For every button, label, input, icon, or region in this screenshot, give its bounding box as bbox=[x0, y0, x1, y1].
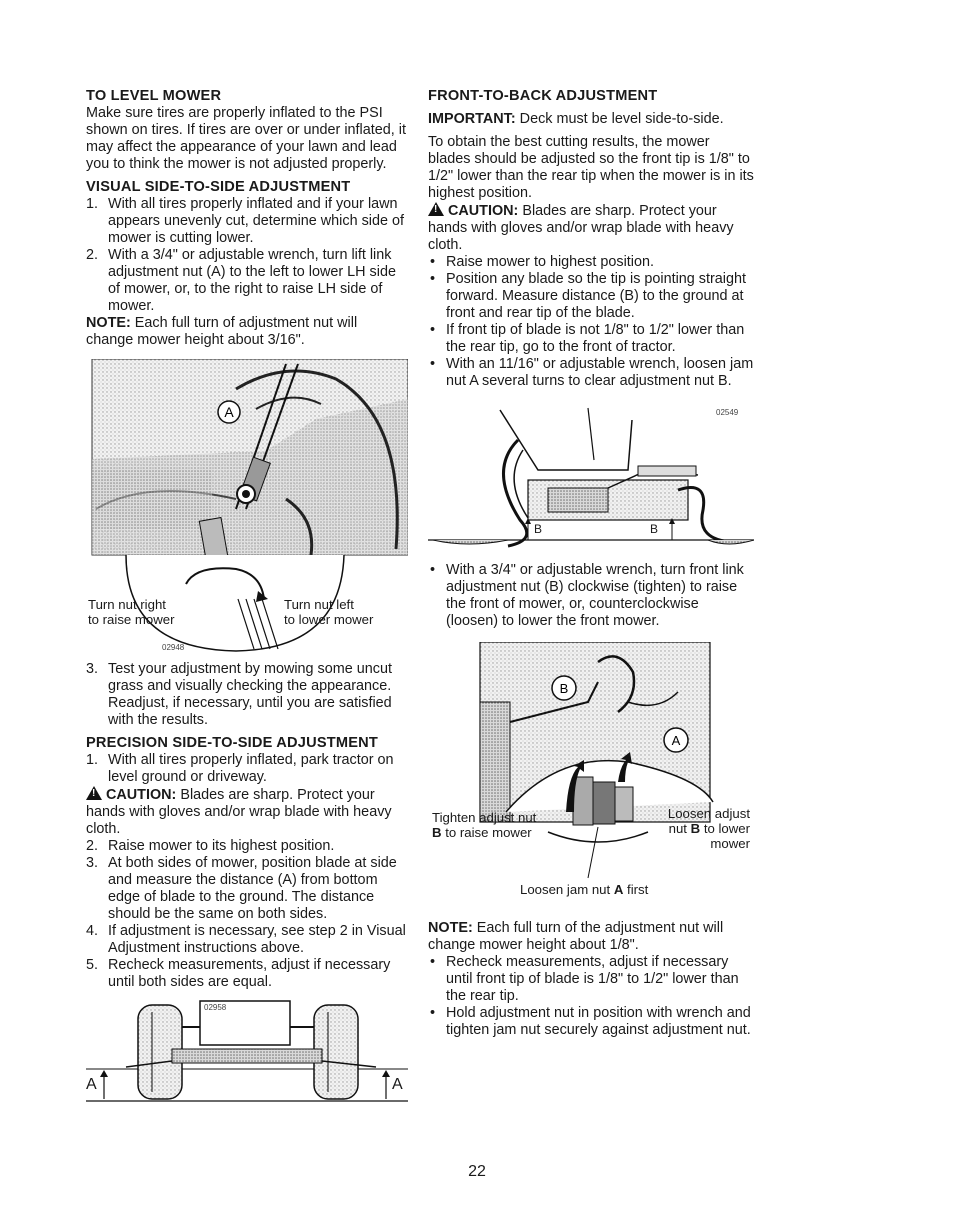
label-loosen-jam-nut: Loosen jam nut A first bbox=[520, 882, 649, 897]
adjust-nut-illustration bbox=[428, 642, 754, 898]
list-item: 1. With all tires properly inflated and if your lawn appears unevenly cut, determine which side of mower is cutting lower. bbox=[86, 196, 404, 246]
step3-list bbox=[86, 661, 408, 729]
label-b-rear: B bbox=[650, 522, 659, 536]
figure-code: 02958 bbox=[204, 1003, 227, 1012]
bullets-1 bbox=[428, 254, 754, 390]
figure-code: 02948 bbox=[162, 643, 185, 652]
label-tighten: Tighten adjust nut B to raise mower bbox=[432, 810, 537, 840]
label-b-front: B bbox=[534, 522, 543, 536]
blade-measure-illustration bbox=[428, 400, 754, 550]
callout-a: A bbox=[224, 404, 234, 420]
label-a-left: A bbox=[86, 1076, 97, 1093]
label-a-right: A bbox=[392, 1076, 403, 1093]
precision-adjustment-heading: PRECISION SIDE-TO-SIDE ADJUSTMENT bbox=[86, 735, 379, 751]
precision-steps-list bbox=[86, 838, 408, 991]
list-item: 2. Raise mower to its highest position. bbox=[86, 838, 335, 854]
visual-adjustment-heading: VISUAL SIDE-TO-SIDE ADJUSTMENT bbox=[86, 179, 351, 195]
label-turn-nut-right: Turn nut right to raise mower bbox=[88, 597, 175, 627]
front-to-back-heading: FRONT-TO-BACK ADJUSTMENT bbox=[428, 88, 658, 104]
list-item: • Recheck measurements, adjust if necessary until front tip of blade is 1/8" to 1/2" lower than the rear tip. bbox=[428, 954, 754, 1005]
label-loosen: Loosen adjust nut B to lower mower bbox=[667, 806, 750, 851]
list-item: 2. With a 3/4" or adjustable wrench, turn lift link adjustment nut (A) to the left to lower LH side of mower, or, to the right to raise LH side of mower. bbox=[86, 247, 396, 314]
callout-b: B bbox=[559, 681, 569, 696]
list-item: • With an 11/16" or adjustable wrench, loosen jam nut A several turns to clear adjustment nut B. bbox=[428, 356, 754, 390]
level-mower-text: Make sure tires are properly inflated to the PSI shown on tires. If tires are over or under inflated, it may affect the appearance of your lawn and lead you to think the mower is not adjusted properly. bbox=[86, 105, 406, 172]
list-item: • Position any blade so the tip is pointing straight forward. Measure distance (B) to the ground at front and rear tip of the blade. bbox=[428, 271, 754, 322]
bullets-2 bbox=[428, 562, 754, 630]
list-item: 1. With all tires properly inflated, park tractor on level ground or driveway. bbox=[86, 752, 394, 785]
list-item: 5. Recheck measurements, adjust if necessary until both sides are equal. bbox=[86, 957, 391, 990]
list-item: 3. At both sides of mower, position blade at side and measure the distance (A) from bottom edge of blade to the ground. The distance should be the same on both sides. bbox=[86, 855, 397, 922]
level-mower-heading: TO LEVEL MOWER bbox=[86, 88, 222, 104]
caution-icon bbox=[86, 786, 102, 800]
page-number: 22 bbox=[468, 1163, 486, 1180]
caution-text: !CAUTION: Blades are sharp. Protect your hands with gloves and/or wrap blade with heavy cloth. bbox=[86, 786, 408, 838]
list-item: 3. Test your adjustment by mowing some uncut grass and visually checking the appearance. Readjust, if necessary, until you are satisfied with the results. bbox=[86, 661, 392, 728]
right-column bbox=[428, 88, 754, 1039]
list-item: • If front tip of blade is not 1/8" to 1/2" lower than the rear tip, go to the front of tractor. bbox=[428, 322, 754, 356]
list-item: • Raise mower to highest position. bbox=[428, 254, 754, 271]
left-column bbox=[86, 88, 408, 1109]
intro-text: To obtain the best cutting results, the mower blades should be adjusted so the front tip is 1/8" to 1/2" lower than the rear tip when the mower is in its highest position. bbox=[428, 134, 754, 201]
caution-icon bbox=[428, 202, 444, 216]
figure-lift-link-nut bbox=[86, 359, 408, 655]
figure-adjust-nut-b bbox=[428, 642, 754, 898]
important-text: IMPORTANT: Deck must be level side-to-side. bbox=[428, 111, 724, 127]
list-item: • With a 3/4" or adjustable wrench, turn front link adjustment nut (B) clockwise (tighten) to raise the front of mower, or, counterclockwise (loosen) to lower the front mower. bbox=[428, 562, 754, 630]
visual-note: NOTE: Each full turn of adjustment nut will change mower height about 3/16". bbox=[86, 315, 358, 348]
list-item: 4. If adjustment is necessary, see step 2 in Visual Adjustment instructions above. bbox=[86, 923, 406, 956]
bullets-3 bbox=[428, 954, 754, 1039]
figure-deck-side-view bbox=[86, 997, 408, 1109]
figure-code: 02549 bbox=[716, 408, 739, 417]
list-item: • Hold adjustment nut in position with wrench and tighten jam nut securely against adjustment nut. bbox=[428, 1005, 754, 1039]
deck-illustration bbox=[86, 997, 408, 1109]
caution-text: !CAUTION: Blades are sharp. Protect your hands with gloves and/or wrap blade with heavy cloth. bbox=[428, 202, 754, 254]
precision-step1-list bbox=[86, 752, 408, 786]
figure-blade-measure bbox=[428, 400, 754, 550]
label-turn-nut-left: Turn nut left to lower mower bbox=[284, 597, 374, 627]
visual-steps-list bbox=[86, 196, 408, 315]
callout-a: A bbox=[671, 733, 681, 748]
note-text: NOTE: Each full turn of the adjustment nut will change mower height about 1/8". bbox=[428, 920, 724, 953]
